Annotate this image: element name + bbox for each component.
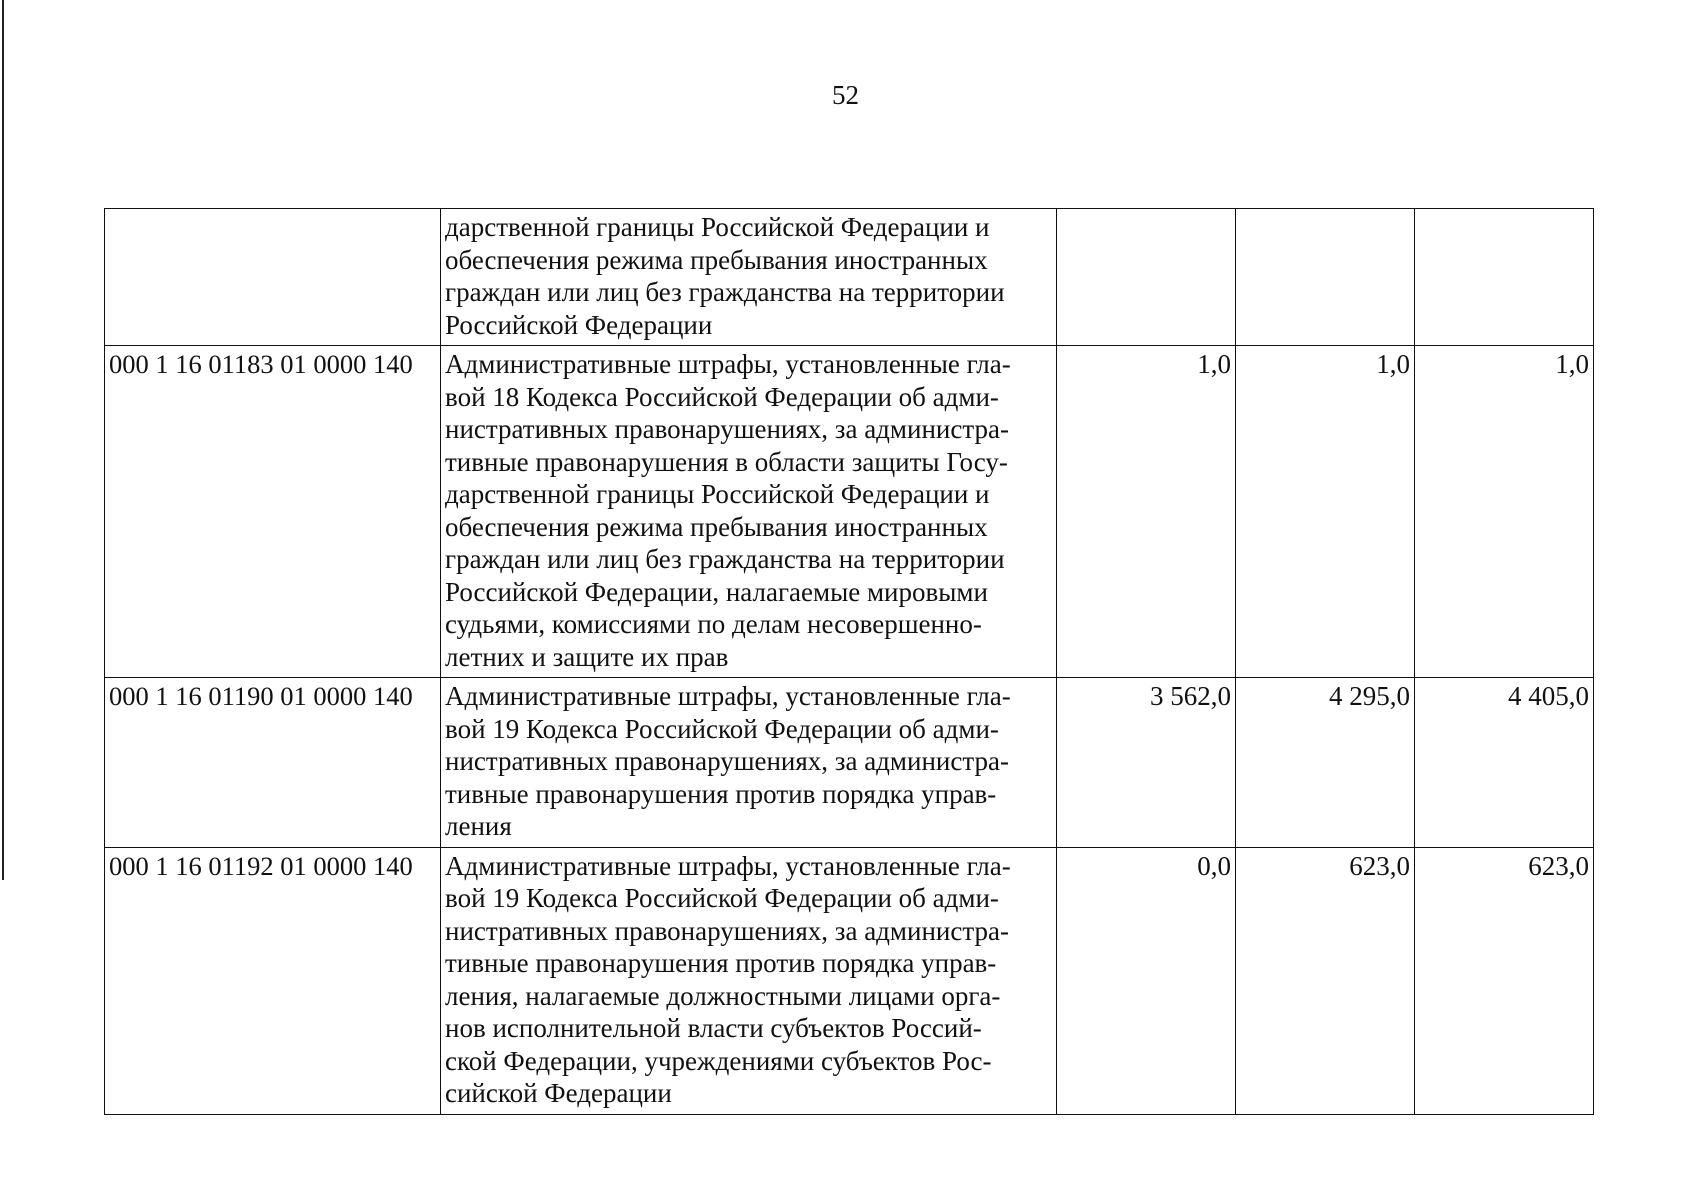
income-name-line: судьями, комиссиями по делам несовершенно- xyxy=(445,609,982,639)
income-name-line: тивные правонарушения в области защиты Госу- xyxy=(445,446,1008,477)
income-name-line: нистративных правонарушениях, за администра- xyxy=(445,414,1009,444)
income-name-line: вой 18 Кодекса Российской Федерации об адми- xyxy=(445,381,999,412)
amount-cell-1: 3 562,0 xyxy=(1057,678,1236,848)
income-name-line: вой 19 Кодекса Российской Федерации об адми- xyxy=(445,713,999,744)
amount-cell-1 xyxy=(1057,209,1236,346)
table-row xyxy=(105,209,1594,346)
table-row xyxy=(105,678,1594,848)
income-name-cell xyxy=(441,346,1057,678)
amount-cell-3: 4 405,0 xyxy=(1415,678,1594,848)
income-name-line: сийской Федерации xyxy=(445,1078,672,1108)
budget-code-cell xyxy=(105,209,441,346)
income-name-line: обеспечения режима пребывания иностранных xyxy=(445,511,988,542)
income-name-line: граждан или лиц без гражданства на территории xyxy=(445,544,1005,574)
budget-revenue-table xyxy=(104,208,1594,1115)
income-name-cell xyxy=(441,678,1057,848)
income-name-line: летних и защите их прав xyxy=(445,641,729,672)
amount-cell-2: 4 295,0 xyxy=(1236,678,1415,848)
income-name-line: нистративных правонарушениях, за администра- xyxy=(445,746,1009,776)
income-name-line: Административные штрафы, установленные гла- xyxy=(445,850,1011,881)
income-name-line: ления xyxy=(445,811,512,841)
income-name-line: тивные правонарушения против порядка управ- xyxy=(445,948,997,978)
scan-edge-line xyxy=(2,0,4,880)
income-name-line: вой 19 Кодекса Российской Федерации об адми- xyxy=(445,883,999,913)
table-row xyxy=(105,346,1594,678)
amount-cell-2: 623,0 xyxy=(1236,847,1415,1114)
income-name-line: Административные штрафы, установленные гла- xyxy=(445,681,1011,711)
budget-code-cell: 000 1 16 01183 01 0000 140 xyxy=(105,346,441,678)
income-name-line: граждан или лиц без гражданства на территории xyxy=(445,277,1005,307)
table-row xyxy=(105,847,1594,1114)
amount-cell-2 xyxy=(1236,209,1415,346)
income-name-line: тивные правонарушения против порядка управ- xyxy=(445,778,997,809)
amount-cell-3: 623,0 xyxy=(1415,847,1594,1114)
income-name-line: ской Федерации, учреждениями субъектов Рос- xyxy=(445,1045,992,1076)
income-name-line: Административные штрафы, установленные гла- xyxy=(445,349,1011,379)
income-name-cell xyxy=(441,209,1057,346)
budget-code-cell: 000 1 16 01192 01 0000 140 xyxy=(105,847,441,1114)
income-name-line: дарственной границы Российской Федерации и xyxy=(445,212,990,242)
amount-cell-1: 0,0 xyxy=(1057,847,1236,1114)
income-name-cell xyxy=(441,847,1057,1114)
income-name-line: дарственной границы Российской Федерации и xyxy=(445,479,990,509)
budget-code-cell: 000 1 16 01190 01 0000 140 xyxy=(105,678,441,848)
amount-cell-1: 1,0 xyxy=(1057,346,1236,678)
income-name-line: ления, налагаемые должностными лицами орга- xyxy=(445,980,1001,1011)
amount-cell-3: 1,0 xyxy=(1415,346,1594,678)
income-name-line: нистративных правонарушениях, за администра- xyxy=(445,915,1009,946)
income-name-line: Российской Федерации xyxy=(445,309,713,340)
income-name-line: нов исполнительной власти субъектов Россий- xyxy=(445,1013,982,1043)
income-name-line: обеспечения режима пребывания иностранных xyxy=(445,244,988,275)
amount-cell-2: 1,0 xyxy=(1236,346,1415,678)
amount-cell-3 xyxy=(1415,209,1594,346)
page-number: 52 xyxy=(832,80,859,110)
income-name-line: Российской Федерации, налагаемые мировыми xyxy=(445,576,988,607)
